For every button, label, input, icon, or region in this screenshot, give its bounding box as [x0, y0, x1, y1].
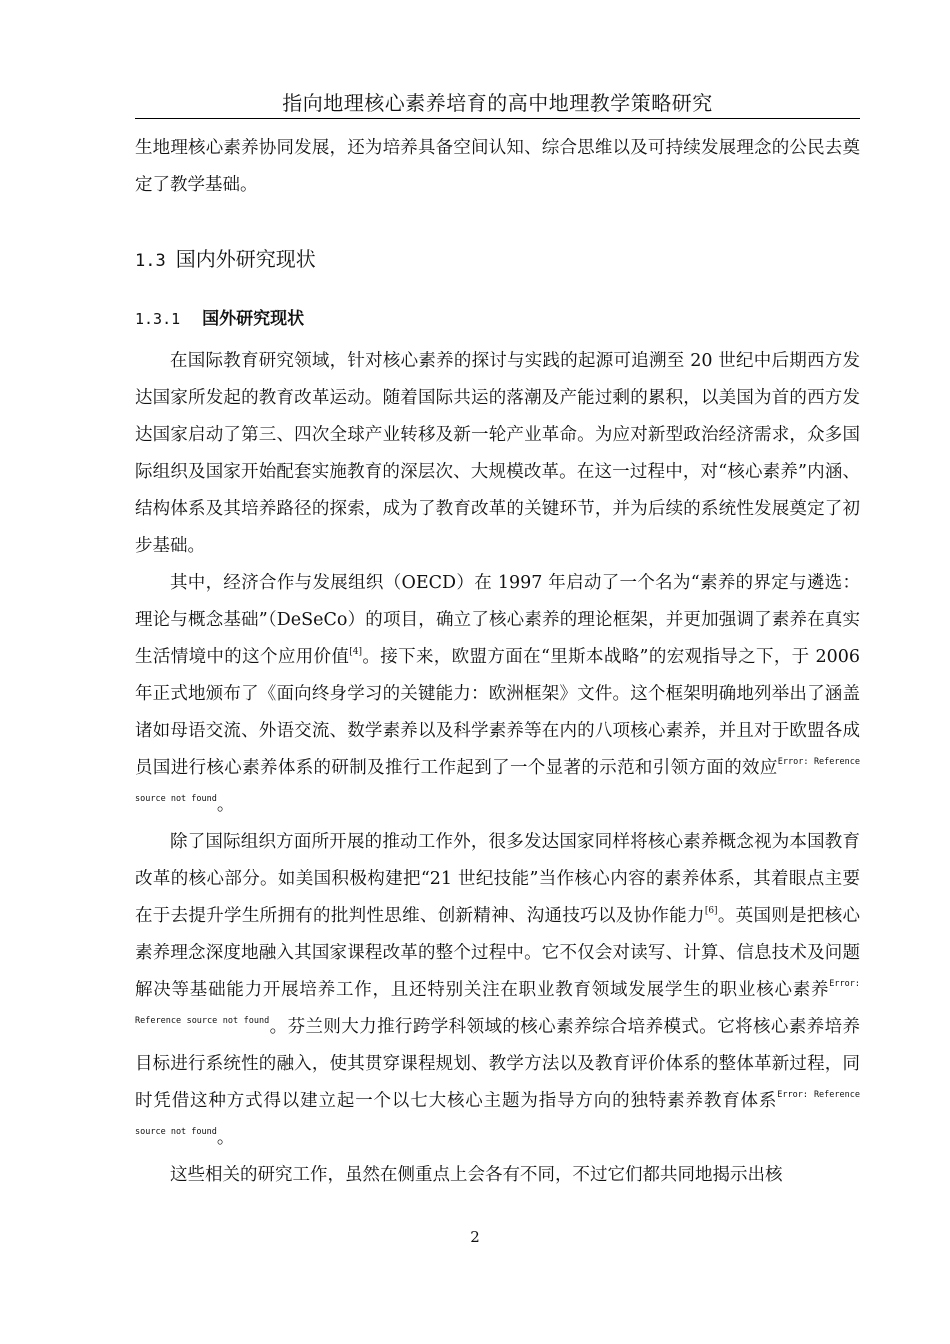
subsection-title: 国外研究现状 — [202, 309, 305, 329]
paragraph-1: 在国际教育研究领域，针对核心素养的探讨与实践的起源可追溯至 20 世纪中后期西方发达国家所发起的教育改革运动。随着国际共运的落潮及产能过剩的累积，以美国为首的西方发达国家启动了第三、四次全球产业转移及新一轮产业革命。为应对新型政治经济需求，众多国际组织及国家开始配套实施教育的深层次、大规模改革。在这一过程中，对“核心素养”内涵、结构体系及其培养路径的探索，成为了教育改革的关键环节，并为后续的系统性发展奠定了初步基础。 — [135, 351, 860, 556]
page-number: 2 — [470, 1228, 480, 1246]
section-title: 国内外研究现状 — [175, 247, 316, 271]
citation-4: [4] — [349, 647, 363, 657]
paragraph-3-text-d: 。 — [216, 1128, 235, 1148]
header-title: 指向地理核心素养培育的高中地理教学策略研究 — [282, 91, 713, 115]
section-heading — [135, 244, 316, 276]
paragraph-3-text-a: 除了国际组织方面所开展的推动工作外，很多发达国家同样将核心素养概念视为本国教育改革的核心部分。如美国积极构建把“21 世纪技能”当作核心内容的素养体系，其着眼点主要在于去提升学生所拥有的批判性思维、创新精神、沟通技巧以及协作能力 — [135, 832, 860, 926]
paragraph-2-text-a: 其中，经济合作与发展组织（OECD）在 1997 年启动了一个名为“素养的界定与遴选：理论与概念基础”（DeSeCo）的项目，确立了核心素养的理论框架，并更加强调了素养在真实生活情境中的这个应用价值 — [135, 573, 860, 667]
paragraph-2 — [135, 565, 860, 824]
paragraph-3-text-b: 。英国则是把核心素养理念深度地融入其国家课程改革的整个过程中。它不仅会对读写、计算、信息技术及问题解决等基础能力开展培养工作，且还特别关注在职业教育领域发展学生的职业核心素养 — [135, 906, 861, 1000]
reference-error: Error: Reference source not found — [135, 757, 860, 804]
paragraph-4: 这些相关的研究工作，虽然在侧重点上会各有不同，不过它们都共同地揭示出核 — [170, 1165, 783, 1185]
paragraph-3 — [135, 824, 860, 1157]
subsection-heading — [135, 305, 304, 333]
paragraph-2-text-b: 。接下来，欧盟方面在“里斯本战略”的宏观指导之下，于 2006 年正式地颁布了《面向终身学习的关键能力：欧洲框架》文件。这个框架明确地列举出了涵盖诸如母语交流、外语交流、数学素养以及科学素养等在内的八项核心素养，并且对于欧盟各成员国进行核心素养体系的研制及推行工作起到了一个显著的示范和引领方面的效应 — [135, 647, 860, 778]
paragraph-3-text-c: 。芬兰则大力推行跨学科领域的核心素养综合培养模式。它将核心素养培养目标进行系统性的融入，使其贯穿课程规划、教学方法以及教育评价体系的整体革新过程，同时凭借这种方式得以建立起一个以七大核心主题为指导方向的独特素养教育体系 — [135, 1017, 860, 1111]
paragraph-2-text-c: 。 — [216, 795, 235, 815]
citation-6: [6] — [704, 906, 718, 916]
subsection-number: 1.3.1 — [135, 310, 181, 328]
intro-paragraph: 生地理核心素养协同发展，还为培养具备空间认知、综合思维以及可持续发展理念的公民去奠定了教学基础。 — [135, 138, 860, 195]
running-header — [135, 88, 860, 119]
reference-error: Error: Reference source not found — [135, 1090, 860, 1137]
reference-error: Error: Reference source not found — [135, 979, 860, 1026]
section-number: 1.3 — [135, 251, 166, 271]
